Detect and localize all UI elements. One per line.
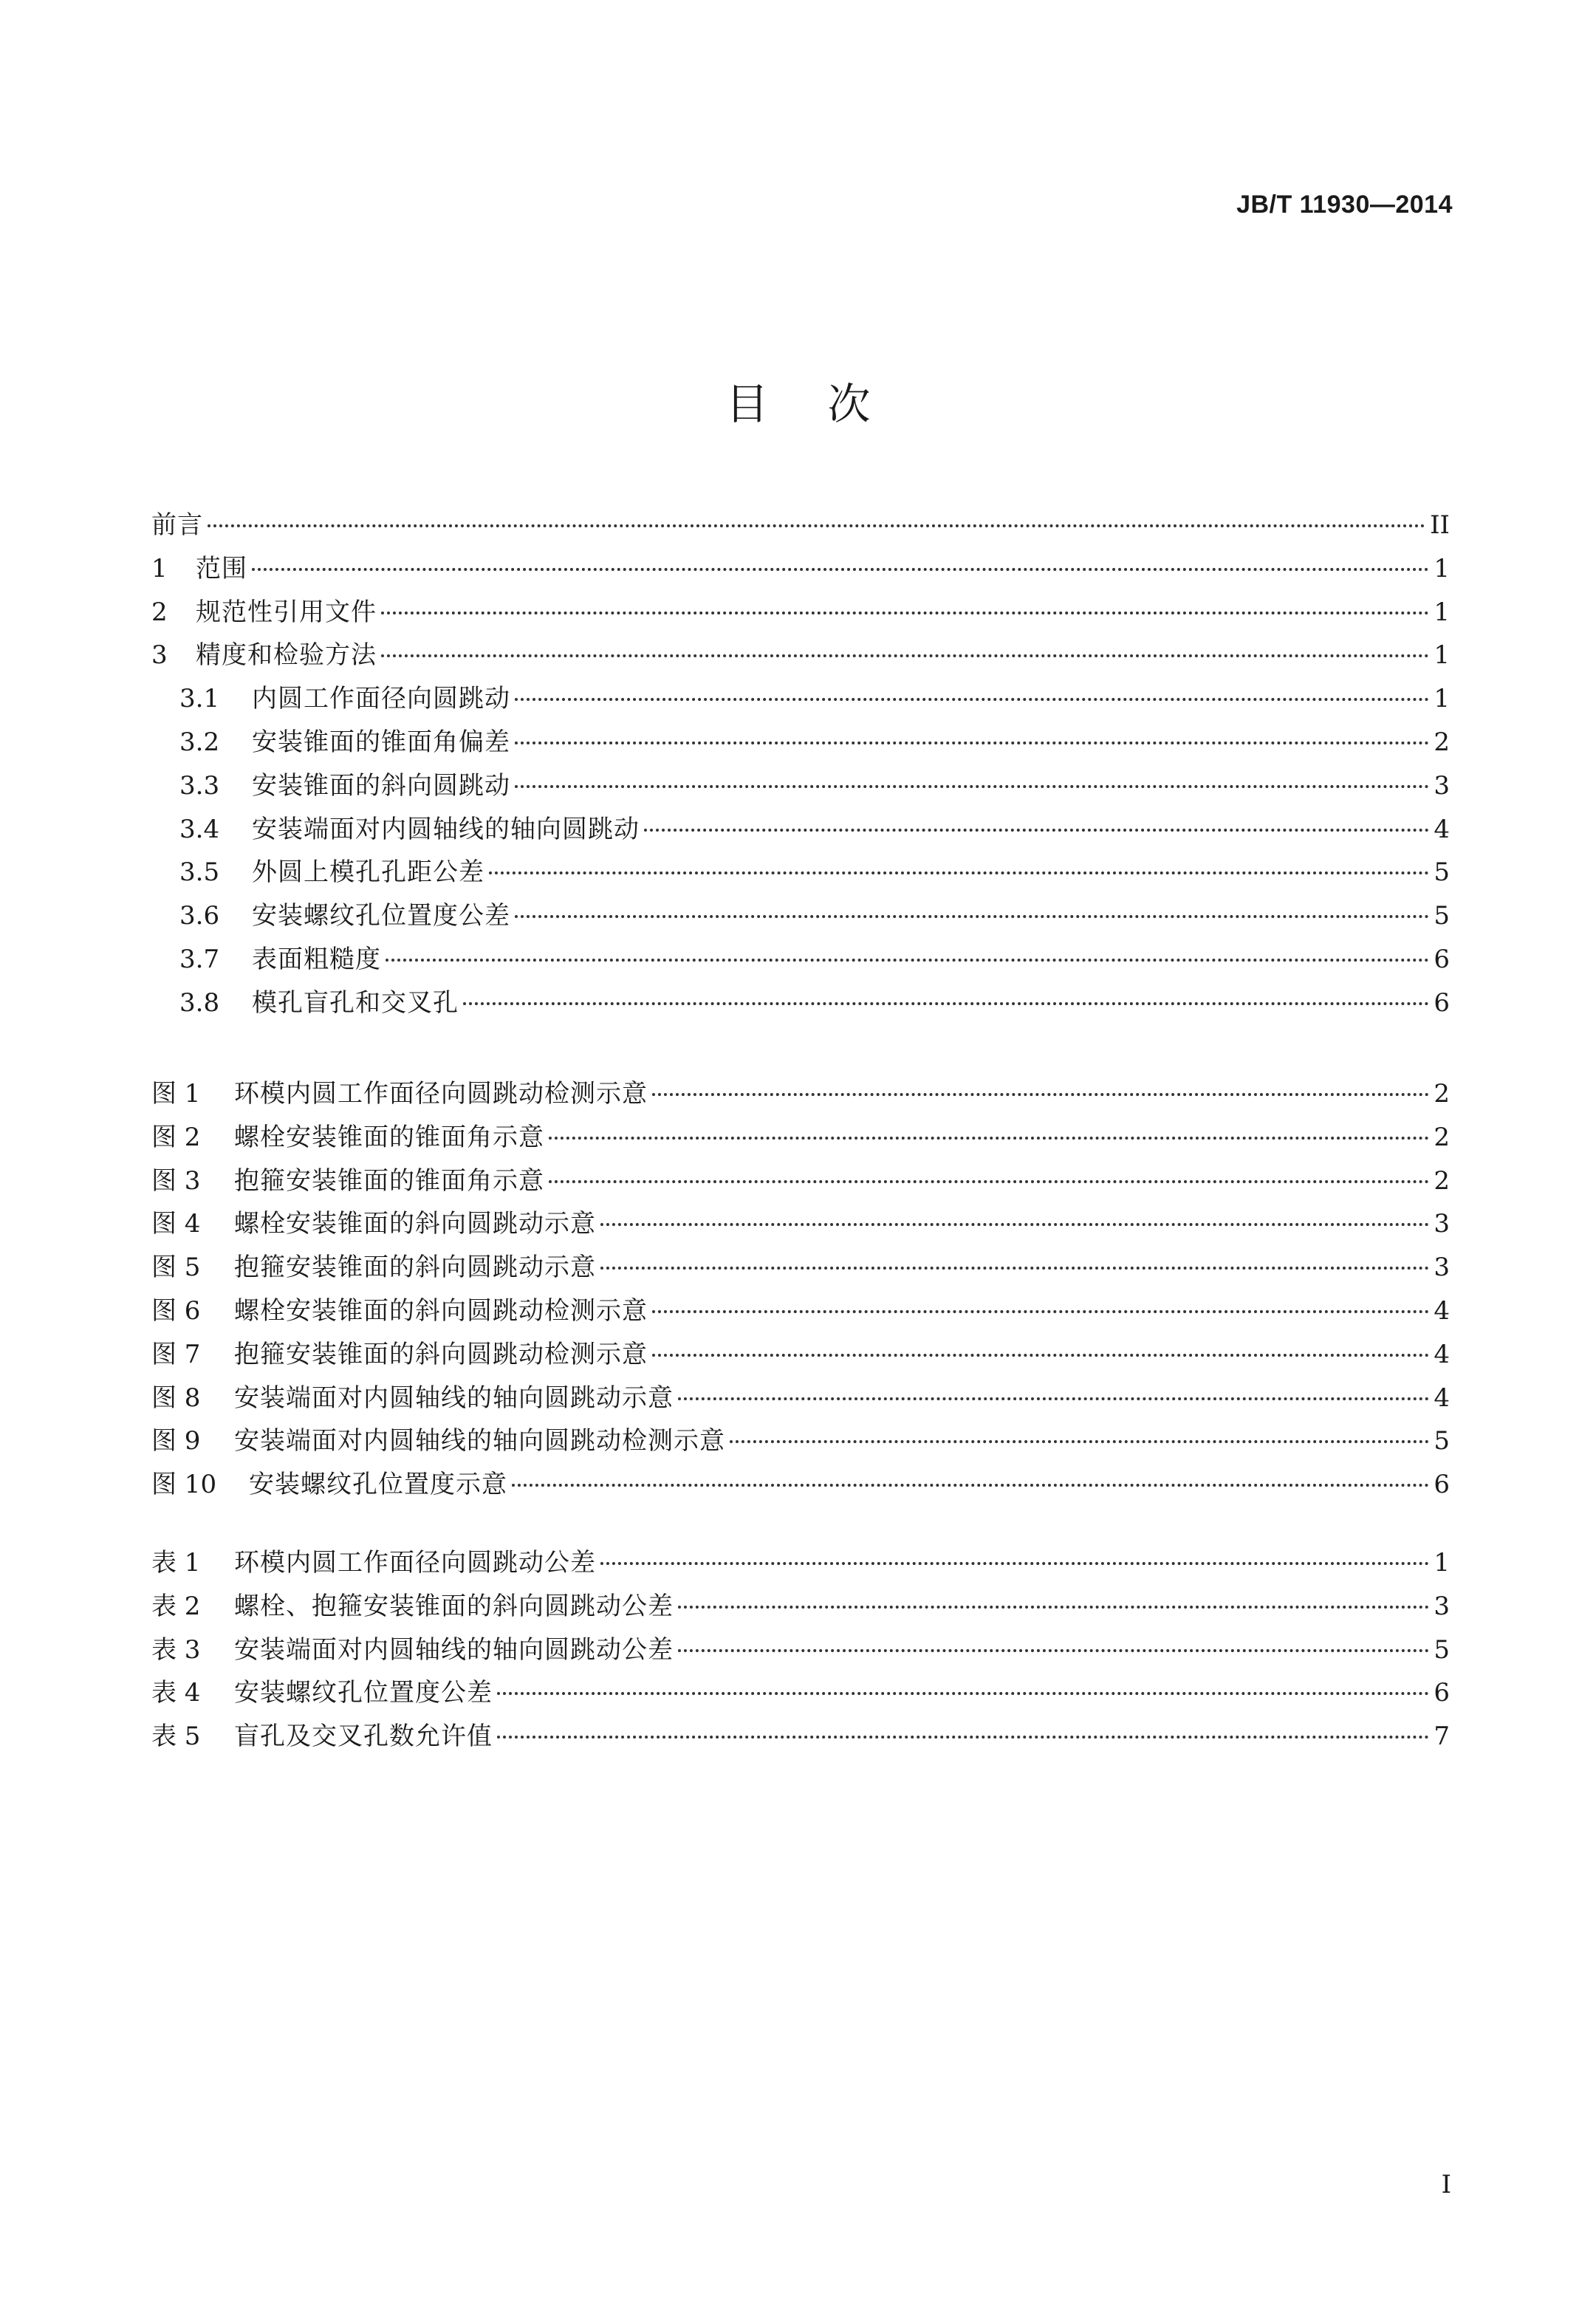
toc-entry-page: 2 [1434,727,1450,757]
toc-entry-number: 3.6 [179,901,220,931]
toc-entry-number: 图 6 [151,1295,201,1326]
dot-leader [549,1180,1429,1183]
toc-entry-label: 环模内圆工作面径向圆跳动公差 [234,1548,596,1578]
toc-entry-page: 3 [1434,1209,1450,1239]
dot-leader [463,1002,1429,1005]
toc-entry-page: 3 [1434,1253,1450,1283]
toc-entry-number: 表 1 [151,1548,201,1578]
toc-entry-number: 图 9 [151,1426,201,1456]
toc-table-1[interactable] [151,1541,1450,1585]
toc-entry-label: 安装螺纹孔位置度公差 [252,901,510,931]
toc-entry-number: 3.4 [179,814,220,844]
dot-leader [730,1440,1429,1443]
toc-entry-number: 2 [151,597,168,627]
toc-entry-page: 1 [1434,1548,1450,1578]
dot-leader [381,612,1429,614]
toc-entry-label: 安装端面对内圆轴线的轴向圆跳动检测示意 [234,1426,725,1456]
toc-entry-label: 安装锥面的锥面角偏差 [252,727,510,757]
dot-leader [497,1692,1429,1695]
toc-entry-number: 图 1 [151,1079,201,1109]
toc-entry-3-4[interactable] [151,808,1450,852]
toc-entry-page: 3 [1434,770,1450,801]
toc-entry-3-8[interactable] [151,982,1450,1025]
dot-leader [652,1310,1429,1313]
dot-leader [600,1562,1429,1565]
dot-leader [652,1093,1429,1096]
toc-entry-page: 2 [1434,1122,1450,1152]
toc-entry-page: 1 [1434,684,1450,714]
toc-entry-label: 内圆工作面径向圆跳动 [252,684,510,714]
toc-entry-page: II [1430,510,1450,540]
toc-tables-list [151,1541,1450,1758]
toc-figure-8[interactable] [151,1377,1450,1420]
page-title: 目次 [725,379,930,429]
toc-entry-number: 表 5 [151,1722,201,1752]
dot-leader [497,1736,1429,1739]
toc-entry-page: 2 [1434,1165,1450,1196]
toc-entry-page: 1 [1434,553,1450,583]
toc-entry-page: 1 [1434,597,1450,627]
toc-table-2[interactable] [151,1585,1450,1629]
dot-leader [678,1649,1429,1652]
dot-leader [549,1137,1429,1140]
toc-entry-3-6[interactable] [151,894,1450,938]
toc-entry-label: 表面粗糙度 [252,944,381,974]
toc-entry-label: 安装端面对内圆轴线的轴向圆跳动示意 [234,1383,674,1413]
toc-entry-number: 3.3 [179,770,220,801]
toc-entry-label: 安装端面对内圆轴线的轴向圆跳动公差 [234,1634,674,1665]
toc-main-list [151,504,1450,1025]
toc-figure-6[interactable] [151,1290,1450,1333]
toc-entry-label: 抱箍安装锥面的斜向圆跳动检测示意 [234,1339,648,1369]
toc-entry-number: 表 3 [151,1634,201,1665]
toc-entry-2[interactable] [151,591,1450,634]
dot-leader [515,698,1429,701]
dot-leader [386,959,1429,962]
toc-figure-9[interactable] [151,1419,1450,1463]
toc-entry-label: 抱箍安装锥面的锥面角示意 [234,1165,544,1196]
toc-entry-label: 抱箍安装锥面的斜向圆跳动示意 [234,1253,596,1283]
toc-entry-page: 6 [1434,987,1450,1018]
toc-entry-number: 3.2 [179,727,220,757]
toc-entry-page: 5 [1434,901,1450,931]
toc-entry-number: 图 7 [151,1339,201,1369]
toc-entry-number: 图 4 [151,1209,201,1239]
toc-entry-label: 前言 [151,510,203,540]
toc-entry-foreword[interactable] [151,504,1450,547]
dot-leader [678,1397,1429,1400]
toc-entry-3-5[interactable] [151,851,1450,894]
toc-entry-page: 4 [1434,1295,1450,1326]
toc-entry-number: 3.8 [179,987,220,1018]
toc-figure-1[interactable] [151,1072,1450,1116]
toc-entry-label: 范围 [196,553,247,583]
toc-entry-page: 6 [1434,1678,1450,1708]
dot-leader [600,1267,1429,1270]
standard-code: JB/T 11930—2014 [1236,191,1453,219]
dot-leader [512,1484,1429,1487]
dot-leader [208,524,1425,527]
toc-entry-label: 安装螺纹孔位置度公差 [234,1678,493,1708]
toc-entry-page: 4 [1434,814,1450,844]
toc-figure-7[interactable] [151,1333,1450,1377]
toc-entry-3-1[interactable] [151,677,1450,721]
dot-leader [600,1223,1429,1226]
toc-entry-page: 5 [1434,1634,1450,1665]
toc-entry-label: 安装螺纹孔位置度示意 [249,1470,507,1500]
toc-entry-label: 螺栓安装锥面的斜向圆跳动检测示意 [234,1295,648,1326]
toc-figures-list [151,1072,1450,1507]
toc-entry-3[interactable] [151,634,1450,677]
toc-table-5[interactable] [151,1715,1450,1758]
toc-figure-5[interactable] [151,1246,1450,1290]
toc-entry-number: 3.7 [179,944,220,974]
toc-entry-number: 3.5 [179,857,220,888]
toc-entry-number: 表 4 [151,1678,201,1708]
toc-entry-3-2[interactable] [151,721,1450,764]
toc-table-3[interactable] [151,1629,1450,1672]
toc-entry-page: 6 [1434,1470,1450,1500]
toc-entry-label: 螺栓安装锥面的斜向圆跳动示意 [234,1209,596,1239]
dot-leader [644,829,1429,832]
toc-entry-label: 模孔盲孔和交叉孔 [252,987,459,1018]
toc-entry-number: 表 2 [151,1591,201,1621]
toc-table-4[interactable] [151,1671,1450,1715]
toc-entry-page: 5 [1434,1426,1450,1456]
toc-entry-number: 图 8 [151,1383,201,1413]
dot-leader [678,1606,1429,1609]
toc-entry-number: 3 [151,640,168,671]
toc-entry-page: 6 [1434,944,1450,974]
dot-leader [515,742,1429,744]
toc-entry-page: 4 [1434,1383,1450,1413]
toc-entry-label: 盲孔及交叉孔数允许值 [234,1722,493,1752]
dot-leader [515,915,1429,918]
toc-entry-label: 螺栓、抱箍安装锥面的斜向圆跳动公差 [234,1591,674,1621]
toc-entry-label: 安装锥面的斜向圆跳动 [252,770,510,801]
toc-entry-number: 图 5 [151,1253,201,1283]
toc-entry-label: 精度和检验方法 [196,640,377,671]
toc-entry-page: 5 [1434,857,1450,888]
toc-entry-number: 图 10 [151,1470,217,1500]
toc-entry-number: 图 2 [151,1122,201,1152]
toc-entry-label: 环模内圆工作面径向圆跳动检测示意 [234,1079,648,1109]
toc-entry-label: 规范性引用文件 [196,597,377,627]
toc-figure-10[interactable] [151,1463,1450,1507]
toc-entry-page: 2 [1434,1079,1450,1109]
toc-figure-3[interactable] [151,1160,1450,1203]
toc-entry-label: 安装端面对内圆轴线的轴向圆跳动 [252,814,640,844]
toc-entry-3-7[interactable] [151,938,1450,982]
toc-entry-3-3[interactable] [151,764,1450,808]
toc-figure-4[interactable] [151,1202,1450,1246]
toc-entry-page: 1 [1434,640,1450,671]
toc-entry-page: 3 [1434,1591,1450,1621]
page-number: I [1441,2170,1451,2199]
toc-figure-2[interactable] [151,1116,1450,1160]
toc-entry-label: 外圆上模孔孔距公差 [252,857,484,888]
toc-entry-page: 7 [1434,1722,1450,1752]
dot-leader [652,1354,1429,1357]
dot-leader [252,568,1429,571]
toc-entry-page: 4 [1434,1339,1450,1369]
dot-leader [381,654,1429,657]
toc-entry-label: 螺栓安装锥面的锥面角示意 [234,1122,544,1152]
toc-entry-number: 图 3 [151,1165,201,1196]
dot-leader [515,785,1429,788]
dot-leader [489,871,1429,874]
toc-entry-number: 3.1 [179,684,220,714]
toc-entry-number: 1 [151,553,168,583]
toc-entry-1[interactable] [151,547,1450,591]
